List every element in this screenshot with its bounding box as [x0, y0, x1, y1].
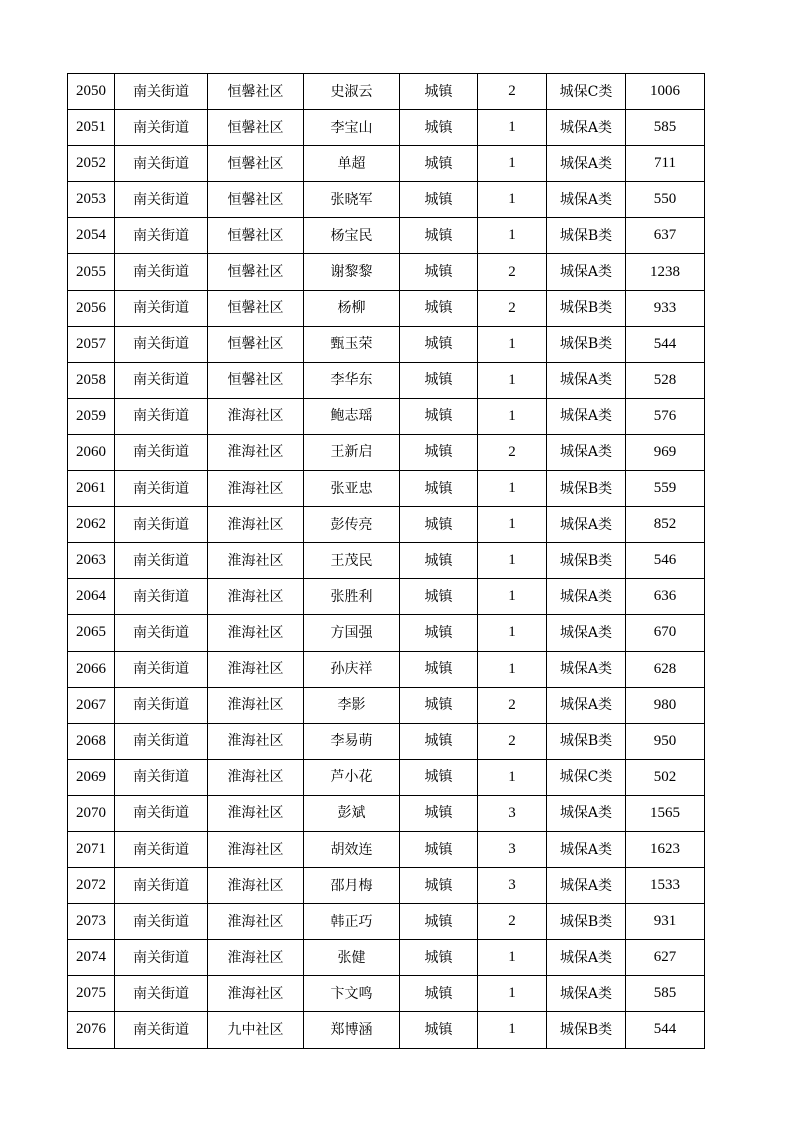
- cell-community: 淮海社区: [208, 651, 304, 687]
- cell-area: 城镇: [400, 904, 478, 940]
- cell-count: 1: [478, 146, 547, 182]
- cell-community: 淮海社区: [208, 831, 304, 867]
- cell-amount: 969: [626, 434, 705, 470]
- cell-community: 淮海社区: [208, 398, 304, 434]
- cell-category: 城保A类: [547, 868, 626, 904]
- cell-amount: 576: [626, 398, 705, 434]
- cell-count: 1: [478, 218, 547, 254]
- cell-amount: 670: [626, 615, 705, 651]
- cell-category: 城保A类: [547, 831, 626, 867]
- cell-area: 城镇: [400, 831, 478, 867]
- cell-count: 1: [478, 182, 547, 218]
- cell-amount: 544: [626, 326, 705, 362]
- cell-id: 2061: [68, 471, 115, 507]
- cell-count: 2: [478, 904, 547, 940]
- cell-id: 2072: [68, 868, 115, 904]
- cell-count: 1: [478, 1012, 547, 1048]
- cell-name: 芦小花: [304, 759, 400, 795]
- cell-area: 城镇: [400, 326, 478, 362]
- cell-count: 1: [478, 507, 547, 543]
- cell-name: 张晓军: [304, 182, 400, 218]
- cell-count: 2: [478, 687, 547, 723]
- cell-area: 城镇: [400, 507, 478, 543]
- cell-area: 城镇: [400, 1012, 478, 1048]
- cell-id: 2066: [68, 651, 115, 687]
- table-row: [68, 1012, 705, 1048]
- cell-category: 城保A类: [547, 795, 626, 831]
- cell-amount: 1238: [626, 254, 705, 290]
- cell-community: 恒馨社区: [208, 146, 304, 182]
- cell-category: 城保A类: [547, 254, 626, 290]
- cell-id: 2056: [68, 290, 115, 326]
- cell-name: 张亚忠: [304, 471, 400, 507]
- cell-community: 淮海社区: [208, 723, 304, 759]
- cell-area: 城镇: [400, 651, 478, 687]
- cell-name: 杨宝民: [304, 218, 400, 254]
- cell-community: 淮海社区: [208, 904, 304, 940]
- cell-name: 胡效连: [304, 831, 400, 867]
- cell-street: 南关街道: [115, 579, 208, 615]
- cell-street: 南关街道: [115, 687, 208, 723]
- cell-count: 1: [478, 398, 547, 434]
- cell-count: 1: [478, 651, 547, 687]
- cell-count: 2: [478, 434, 547, 470]
- cell-name: 郑博涵: [304, 1012, 400, 1048]
- cell-name: 单超: [304, 146, 400, 182]
- cell-category: 城保B类: [547, 543, 626, 579]
- cell-community: 淮海社区: [208, 940, 304, 976]
- cell-community: 淮海社区: [208, 795, 304, 831]
- cell-count: 1: [478, 940, 547, 976]
- cell-category: 城保A类: [547, 398, 626, 434]
- cell-amount: 585: [626, 110, 705, 146]
- cell-community: 恒馨社区: [208, 74, 304, 110]
- cell-name: 李影: [304, 687, 400, 723]
- cell-area: 城镇: [400, 976, 478, 1012]
- cell-community: 恒馨社区: [208, 110, 304, 146]
- cell-area: 城镇: [400, 74, 478, 110]
- cell-id: 2052: [68, 146, 115, 182]
- cell-count: 1: [478, 543, 547, 579]
- cell-community: 淮海社区: [208, 471, 304, 507]
- cell-name: 王新启: [304, 434, 400, 470]
- cell-street: 南关街道: [115, 398, 208, 434]
- cell-amount: 933: [626, 290, 705, 326]
- cell-id: 2069: [68, 759, 115, 795]
- cell-amount: 711: [626, 146, 705, 182]
- roster-body: [68, 74, 705, 1049]
- cell-area: 城镇: [400, 687, 478, 723]
- table-row: [68, 434, 705, 470]
- cell-count: 2: [478, 254, 547, 290]
- cell-area: 城镇: [400, 615, 478, 651]
- cell-category: 城保B类: [547, 1012, 626, 1048]
- table-row: [68, 723, 705, 759]
- cell-id: 2075: [68, 976, 115, 1012]
- cell-community: 恒馨社区: [208, 182, 304, 218]
- cell-area: 城镇: [400, 795, 478, 831]
- cell-category: 城保A类: [547, 579, 626, 615]
- cell-amount: 585: [626, 976, 705, 1012]
- cell-id: 2065: [68, 615, 115, 651]
- cell-street: 南关街道: [115, 471, 208, 507]
- cell-amount: 637: [626, 218, 705, 254]
- cell-community: 恒馨社区: [208, 362, 304, 398]
- cell-street: 南关街道: [115, 940, 208, 976]
- cell-amount: 559: [626, 471, 705, 507]
- cell-street: 南关街道: [115, 146, 208, 182]
- cell-street: 南关街道: [115, 543, 208, 579]
- table-row: [68, 615, 705, 651]
- cell-count: 3: [478, 795, 547, 831]
- cell-id: 2067: [68, 687, 115, 723]
- cell-name: 邵月梅: [304, 868, 400, 904]
- cell-street: 南关街道: [115, 831, 208, 867]
- table-row: [68, 904, 705, 940]
- cell-street: 南关街道: [115, 868, 208, 904]
- cell-id: 2071: [68, 831, 115, 867]
- cell-id: 2076: [68, 1012, 115, 1048]
- cell-amount: 636: [626, 579, 705, 615]
- cell-id: 2070: [68, 795, 115, 831]
- cell-count: 3: [478, 868, 547, 904]
- cell-count: 2: [478, 723, 547, 759]
- cell-amount: 931: [626, 904, 705, 940]
- cell-count: 1: [478, 362, 547, 398]
- table-row: [68, 110, 705, 146]
- cell-street: 南关街道: [115, 218, 208, 254]
- table-row: [68, 362, 705, 398]
- cell-category: 城保A类: [547, 976, 626, 1012]
- cell-street: 南关街道: [115, 74, 208, 110]
- cell-area: 城镇: [400, 146, 478, 182]
- table-row: [68, 868, 705, 904]
- cell-name: 韩正巧: [304, 904, 400, 940]
- cell-name: 孙庆祥: [304, 651, 400, 687]
- roster-table: [67, 73, 705, 1049]
- table-row: [68, 940, 705, 976]
- cell-area: 城镇: [400, 254, 478, 290]
- cell-name: 方国强: [304, 615, 400, 651]
- cell-category: 城保A类: [547, 615, 626, 651]
- cell-id: 2073: [68, 904, 115, 940]
- cell-area: 城镇: [400, 759, 478, 795]
- cell-street: 南关街道: [115, 795, 208, 831]
- table-row: [68, 326, 705, 362]
- cell-street: 南关街道: [115, 759, 208, 795]
- cell-street: 南关街道: [115, 254, 208, 290]
- cell-id: 2060: [68, 434, 115, 470]
- table-row: [68, 507, 705, 543]
- cell-street: 南关街道: [115, 651, 208, 687]
- table-row: [68, 579, 705, 615]
- cell-category: 城保A类: [547, 651, 626, 687]
- cell-category: 城保B类: [547, 904, 626, 940]
- cell-area: 城镇: [400, 579, 478, 615]
- cell-community: 恒馨社区: [208, 290, 304, 326]
- cell-area: 城镇: [400, 218, 478, 254]
- cell-street: 南关街道: [115, 507, 208, 543]
- cell-id: 2055: [68, 254, 115, 290]
- cell-community: 淮海社区: [208, 579, 304, 615]
- cell-name: 史淑云: [304, 74, 400, 110]
- cell-community: 淮海社区: [208, 976, 304, 1012]
- table-row: [68, 146, 705, 182]
- cell-count: 1: [478, 326, 547, 362]
- cell-amount: 502: [626, 759, 705, 795]
- cell-amount: 980: [626, 687, 705, 723]
- cell-category: 城保A类: [547, 110, 626, 146]
- table-row: [68, 976, 705, 1012]
- cell-area: 城镇: [400, 543, 478, 579]
- table-row: [68, 795, 705, 831]
- cell-name: 彭斌: [304, 795, 400, 831]
- cell-street: 南关街道: [115, 326, 208, 362]
- cell-category: 城保A类: [547, 362, 626, 398]
- cell-name: 谢黎黎: [304, 254, 400, 290]
- cell-community: 恒馨社区: [208, 254, 304, 290]
- cell-street: 南关街道: [115, 976, 208, 1012]
- cell-amount: 1533: [626, 868, 705, 904]
- table-row: [68, 651, 705, 687]
- cell-name: 李宝山: [304, 110, 400, 146]
- cell-name: 张胜利: [304, 579, 400, 615]
- cell-street: 南关街道: [115, 723, 208, 759]
- table-row: [68, 182, 705, 218]
- cell-street: 南关街道: [115, 182, 208, 218]
- cell-area: 城镇: [400, 110, 478, 146]
- cell-count: 2: [478, 74, 547, 110]
- cell-area: 城镇: [400, 434, 478, 470]
- cell-amount: 1565: [626, 795, 705, 831]
- cell-category: 城保A类: [547, 146, 626, 182]
- cell-community: 淮海社区: [208, 507, 304, 543]
- cell-name: 彭传亮: [304, 507, 400, 543]
- table-row: [68, 254, 705, 290]
- cell-id: 2062: [68, 507, 115, 543]
- table-row: [68, 290, 705, 326]
- cell-count: 1: [478, 110, 547, 146]
- cell-name: 卞文鸣: [304, 976, 400, 1012]
- cell-street: 南关街道: [115, 615, 208, 651]
- cell-amount: 852: [626, 507, 705, 543]
- cell-category: 城保A类: [547, 940, 626, 976]
- cell-id: 2054: [68, 218, 115, 254]
- cell-category: 城保B类: [547, 471, 626, 507]
- cell-name: 王茂民: [304, 543, 400, 579]
- cell-community: 淮海社区: [208, 687, 304, 723]
- cell-category: 城保B类: [547, 290, 626, 326]
- cell-name: 张健: [304, 940, 400, 976]
- cell-id: 2074: [68, 940, 115, 976]
- cell-community: 淮海社区: [208, 868, 304, 904]
- cell-id: 2068: [68, 723, 115, 759]
- cell-count: 1: [478, 615, 547, 651]
- cell-area: 城镇: [400, 940, 478, 976]
- cell-count: 3: [478, 831, 547, 867]
- cell-amount: 546: [626, 543, 705, 579]
- cell-community: 九中社区: [208, 1012, 304, 1048]
- cell-area: 城镇: [400, 398, 478, 434]
- cell-amount: 528: [626, 362, 705, 398]
- cell-area: 城镇: [400, 290, 478, 326]
- cell-street: 南关街道: [115, 290, 208, 326]
- cell-count: 1: [478, 579, 547, 615]
- cell-category: 城保B类: [547, 326, 626, 362]
- cell-name: 李易萌: [304, 723, 400, 759]
- cell-category: 城保C类: [547, 74, 626, 110]
- cell-name: 杨柳: [304, 290, 400, 326]
- cell-community: 恒馨社区: [208, 218, 304, 254]
- cell-category: 城保B类: [547, 218, 626, 254]
- cell-id: 2064: [68, 579, 115, 615]
- cell-area: 城镇: [400, 723, 478, 759]
- table-row: [68, 218, 705, 254]
- cell-amount: 544: [626, 1012, 705, 1048]
- cell-count: 1: [478, 976, 547, 1012]
- cell-name: 李华东: [304, 362, 400, 398]
- cell-count: 1: [478, 759, 547, 795]
- cell-street: 南关街道: [115, 1012, 208, 1048]
- cell-amount: 550: [626, 182, 705, 218]
- cell-amount: 628: [626, 651, 705, 687]
- cell-community: 恒馨社区: [208, 326, 304, 362]
- cell-id: 2058: [68, 362, 115, 398]
- cell-amount: 1623: [626, 831, 705, 867]
- cell-category: 城保A类: [547, 434, 626, 470]
- cell-area: 城镇: [400, 362, 478, 398]
- cell-community: 淮海社区: [208, 543, 304, 579]
- cell-area: 城镇: [400, 471, 478, 507]
- cell-id: 2063: [68, 543, 115, 579]
- cell-count: 2: [478, 290, 547, 326]
- cell-id: 2059: [68, 398, 115, 434]
- table-row: [68, 687, 705, 723]
- table-row: [68, 831, 705, 867]
- cell-community: 淮海社区: [208, 434, 304, 470]
- table-row: [68, 74, 705, 110]
- table-row: [68, 543, 705, 579]
- table-row: [68, 471, 705, 507]
- cell-community: 淮海社区: [208, 615, 304, 651]
- table-row: [68, 759, 705, 795]
- cell-count: 1: [478, 471, 547, 507]
- cell-amount: 627: [626, 940, 705, 976]
- cell-area: 城镇: [400, 868, 478, 904]
- cell-amount: 950: [626, 723, 705, 759]
- cell-category: 城保A类: [547, 507, 626, 543]
- cell-id: 2050: [68, 74, 115, 110]
- cell-amount: 1006: [626, 74, 705, 110]
- cell-name: 鲍志瑶: [304, 398, 400, 434]
- cell-community: 淮海社区: [208, 759, 304, 795]
- cell-category: 城保A类: [547, 182, 626, 218]
- cell-street: 南关街道: [115, 110, 208, 146]
- cell-street: 南关街道: [115, 362, 208, 398]
- cell-name: 甄玉荣: [304, 326, 400, 362]
- cell-category: 城保C类: [547, 759, 626, 795]
- table-row: [68, 398, 705, 434]
- cell-id: 2053: [68, 182, 115, 218]
- cell-id: 2051: [68, 110, 115, 146]
- cell-area: 城镇: [400, 182, 478, 218]
- cell-street: 南关街道: [115, 434, 208, 470]
- cell-id: 2057: [68, 326, 115, 362]
- cell-street: 南关街道: [115, 904, 208, 940]
- cell-category: 城保B类: [547, 723, 626, 759]
- cell-category: 城保A类: [547, 687, 626, 723]
